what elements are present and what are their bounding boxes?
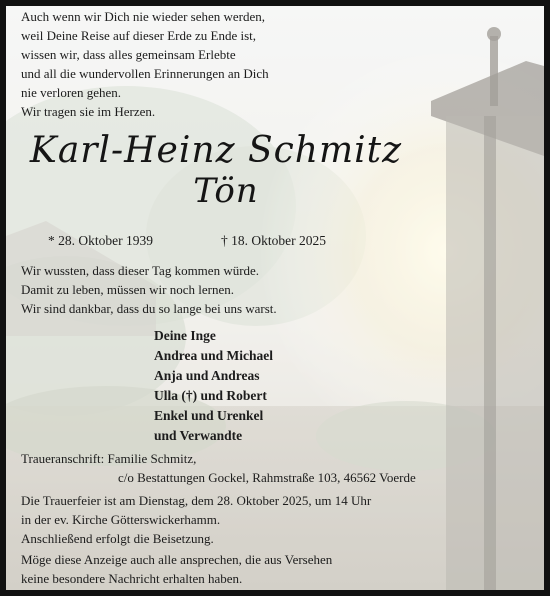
mourning-address-label: Traueranschrift: Familie Schmitz,: [21, 451, 197, 466]
family-line: und Verwandte: [154, 428, 243, 443]
poem-line: Auch wenn wir Dich nie wieder sehen werden,: [21, 9, 266, 24]
burial-info: Anschließend erfolgt die Beisetzung.: [21, 531, 214, 546]
family-line: Ulla (†) und Robert: [154, 388, 267, 403]
family-line: Deine Inge: [154, 328, 216, 343]
deceased-name-block: [6, 131, 426, 211]
poem-line: Wir tragen sie im Herzen.: [21, 104, 156, 119]
poem-line: wissen wir, dass alles gemeinsam Erlebte: [21, 47, 236, 62]
mourning-address: c/o Bestattungen Gockel, Rahmstraße 103, 46562 Voerde: [118, 470, 416, 485]
deceased-name: Karl-Heinz Schmitz: [29, 130, 403, 171]
ceremony-info: [21, 491, 371, 529]
poem-line: nie verloren gehen.: [21, 85, 121, 100]
verse-line: Wir sind dankbar, dass du so lange bei uns warst.: [21, 301, 277, 316]
closing-note: [21, 550, 332, 588]
family-line: Enkel und Urenkel: [154, 408, 264, 423]
verse: [21, 261, 277, 318]
poem-line: und all die wundervollen Erinnerungen an Dich: [21, 66, 269, 81]
ceremony-line: in der ev. Kirche Götterswickerhamm.: [21, 512, 221, 527]
poem: [21, 7, 269, 121]
death-date: † 18. Oktober 2025: [221, 233, 326, 248]
family-line: Andrea und Michael: [154, 348, 274, 363]
closing-line: keine besondere Nachricht erhalten haben.: [21, 571, 243, 586]
deceased-nickname: Tön: [193, 171, 259, 211]
closing-line: Möge diese Anzeige auch alle ansprechen, die aus Versehen: [21, 552, 333, 567]
verse-line: Wir wussten, dass dieser Tag kommen würde.: [21, 263, 260, 278]
birth-date: * 28. Oktober 1939: [48, 233, 153, 248]
verse-line: Damit zu leben, müssen wir noch lernen.: [21, 282, 234, 297]
poem-line: weil Deine Reise auf dieser Erde zu Ende ist,: [21, 28, 256, 43]
family-line: Anja und Andreas: [154, 368, 260, 383]
family-mourners: [154, 326, 273, 446]
ceremony-line: Die Trauerfeier ist am Dienstag, dem 28. Oktober 2025, um 14 Uhr: [21, 493, 372, 508]
